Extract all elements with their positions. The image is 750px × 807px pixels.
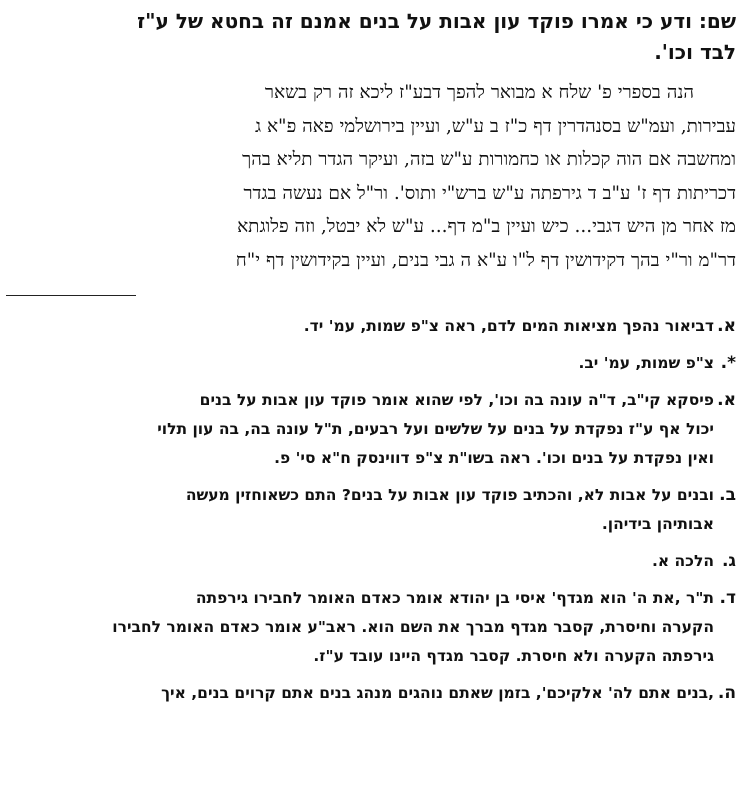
footnote-line: ת"ר ,את ה' הוא מגדף' איסי בן יהודא אומר כאדם האומר לחבירו גירפתה xyxy=(195,589,714,607)
footnote-line: הלכה א. xyxy=(651,552,714,570)
footnote xyxy=(10,547,736,576)
main-text-line: דכריתות דף ז' ע"ב ד גירפתה ע"ש ברש"י ותוס'. ור"ל אם נעשה בגדר xyxy=(243,182,736,204)
footnote-line: הקערה וחיסרת, קסבר מגדף מברך את השם הוא. ראב"ע אומר כאדם האומר לחבירו xyxy=(112,618,714,636)
footnote-line: גירפתה הקערה ולא חיסרת. קסבר מגדף היינו עובד ע"ז. xyxy=(313,647,714,665)
footnote-body xyxy=(10,547,714,576)
main-text-line: עבירות, ועמ"ש בסנהדרין דף כ"ז ב ע"ש, ועיין בירושלמי פאה פ"א ג xyxy=(254,115,736,137)
footnote xyxy=(10,584,736,671)
footnote-marker: ד. xyxy=(719,588,736,608)
footnote-line: אבותיהן בידיהן. xyxy=(601,515,714,533)
footnote-body xyxy=(10,679,714,708)
footnote xyxy=(10,349,736,378)
footnote-body xyxy=(10,386,714,473)
footnote-line: ,בנים אתם לה' אלקיכם', בזמן שאתם נוהגים מנהג בנים אתם קרוים בנים, איך xyxy=(161,684,714,702)
footnote-body xyxy=(10,349,714,378)
footnote-marker: *. xyxy=(720,353,736,373)
footnote xyxy=(10,386,736,473)
footnote-separator xyxy=(6,295,136,296)
footnote xyxy=(10,679,736,708)
main-text-line: דר"מ ור"י בהך דקידושין דף ל"ו ע"א ה גבי בנים, ועיין בקידושין דף י"ח xyxy=(235,249,736,271)
footnotes xyxy=(10,312,736,708)
footnote-marker: ב. xyxy=(719,485,736,505)
heading-line-1: שם: ודע כי אמרו פוקד עון אבות על בנים אמנם זה בחטא של ע"ז xyxy=(137,9,736,33)
footnote-line: ואין נפקדת על בנים וכו'. ראה בשו"ת צ"פ דווינסק ח"א סי' פ. xyxy=(274,449,714,467)
footnote-marker: ה. xyxy=(717,683,736,703)
footnote-body xyxy=(10,584,714,671)
footnote-body xyxy=(10,312,714,341)
footnote xyxy=(10,312,736,341)
footnote-line: דביאור נהפך מציאות המים לדם, ראה צ"פ שמות, עמ' יד. xyxy=(303,317,714,335)
footnote xyxy=(10,481,736,539)
footnote-line: צ"פ שמות, עמ' יב. xyxy=(578,354,714,372)
footnote-marker: א. xyxy=(717,316,736,336)
main-text-line: ומחשבה אם הוה קכלות או כחמורות ע"ש בזה, ועיקר הגדר תליא בהך xyxy=(242,149,736,170)
footnote-line: ובנים על אבות לא, והכתיב פוקד עון אבות על בנים? התם כשאוחזין מעשה xyxy=(185,486,714,504)
main-text-line: הנה בספרי פ' שלח א מבואר להפך דבע"ז ליכא זה רק בשאר xyxy=(264,82,694,103)
main-text xyxy=(10,76,736,277)
main-text-line: מז אחר מן היש דגבי... כיש ועיין ב"מ דף... ע"ש לא יבטל, וזה פלוגתא xyxy=(237,216,736,237)
footnote-body xyxy=(10,481,714,539)
footnote-line: יכול אף ע"ז נפקדת על בנים על שלשים ועל רבעים, ת"ל עונה בה, בה עון תלוי xyxy=(157,420,714,438)
heading-line-2: לבד וכו'. xyxy=(654,40,736,64)
footnote-marker: ג. xyxy=(721,551,736,571)
footnote-marker: א. xyxy=(717,390,736,410)
footnote-line: פיסקא קי"ב, ד"ה עונה בה וכו', לפי שהוא אומר פוקד עון אבות על בנים xyxy=(199,391,714,409)
